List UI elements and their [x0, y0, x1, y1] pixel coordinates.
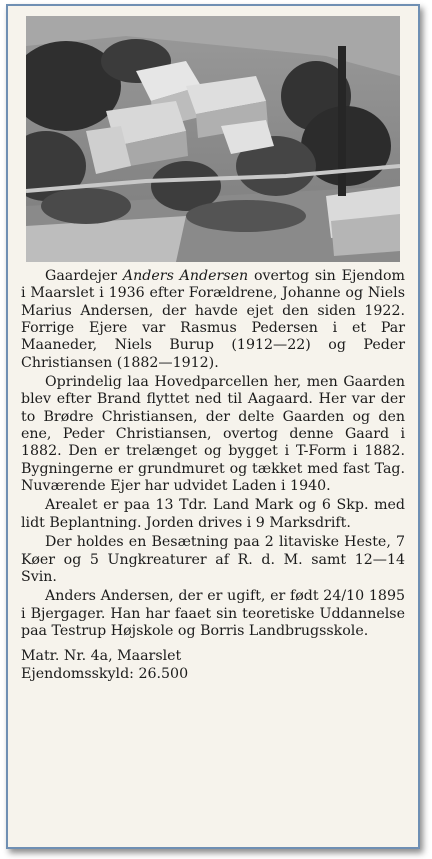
- paragraph-owner: [21, 268, 405, 372]
- paragraph-livestock: Der holdes en Besætning paa 2 litaviske Heste, 7 Køer og 5 Ungkreaturer af R. d. M. samt 12—14 Svin.: [21, 534, 405, 585]
- paragraph-owner-pre: Gaardejer: [45, 268, 123, 284]
- farmhouse-aerial-photo-icon: [26, 16, 400, 262]
- paragraph-biography: Anders Andersen, der er ugift, er født 24/10 1895 i Bjergager. Han har faaet sin teoretiske Uddannelse paa Testrup Højskole og Borris Landbrugsskole.: [21, 588, 405, 639]
- matrikel-number: Matr. Nr. 4a, Maarslet: [21, 648, 182, 665]
- owner-name: Anders Andersen: [122, 268, 249, 284]
- paragraph-owner-post: overtog sin Ejendom i Maarslet i 1936 efter Forældrene, Johanne og Niels Marius Andersen, der havde ejet den siden 1922. Forrige Ejere var Rasmus Pedersen i et Par Maaneder, Niels Burup (1912—22) og Peder Christiansen (1882—1912).: [21, 268, 405, 371]
- paragraph-history: Oprindelig laa Hovedparcellen her, men Gaarden blev efter Brand flyttet ned til Aagaard. Her var der to Brødre Christiansen, der delte Gaarden og den ene, Peder Christiansen, overtog denne Gaard i 1882. Den er trelænget og bygget i T-Form i 1882. Bygningerne er grundmuret og tækket med fast Tag. Nuværende Ejer har udvidet Laden i 1940.: [21, 374, 405, 495]
- farm-aerial-photo: [26, 16, 400, 262]
- article-text: [21, 268, 405, 683]
- property-tax-value: Ejendomsskyld: 26.500: [21, 665, 189, 682]
- document-page: [6, 4, 420, 849]
- paragraph-area: Arealet er paa 13 Tdr. Land Mark og 6 Skp. med lidt Beplantning. Jorden drives i 9 Marksdrift.: [21, 497, 405, 531]
